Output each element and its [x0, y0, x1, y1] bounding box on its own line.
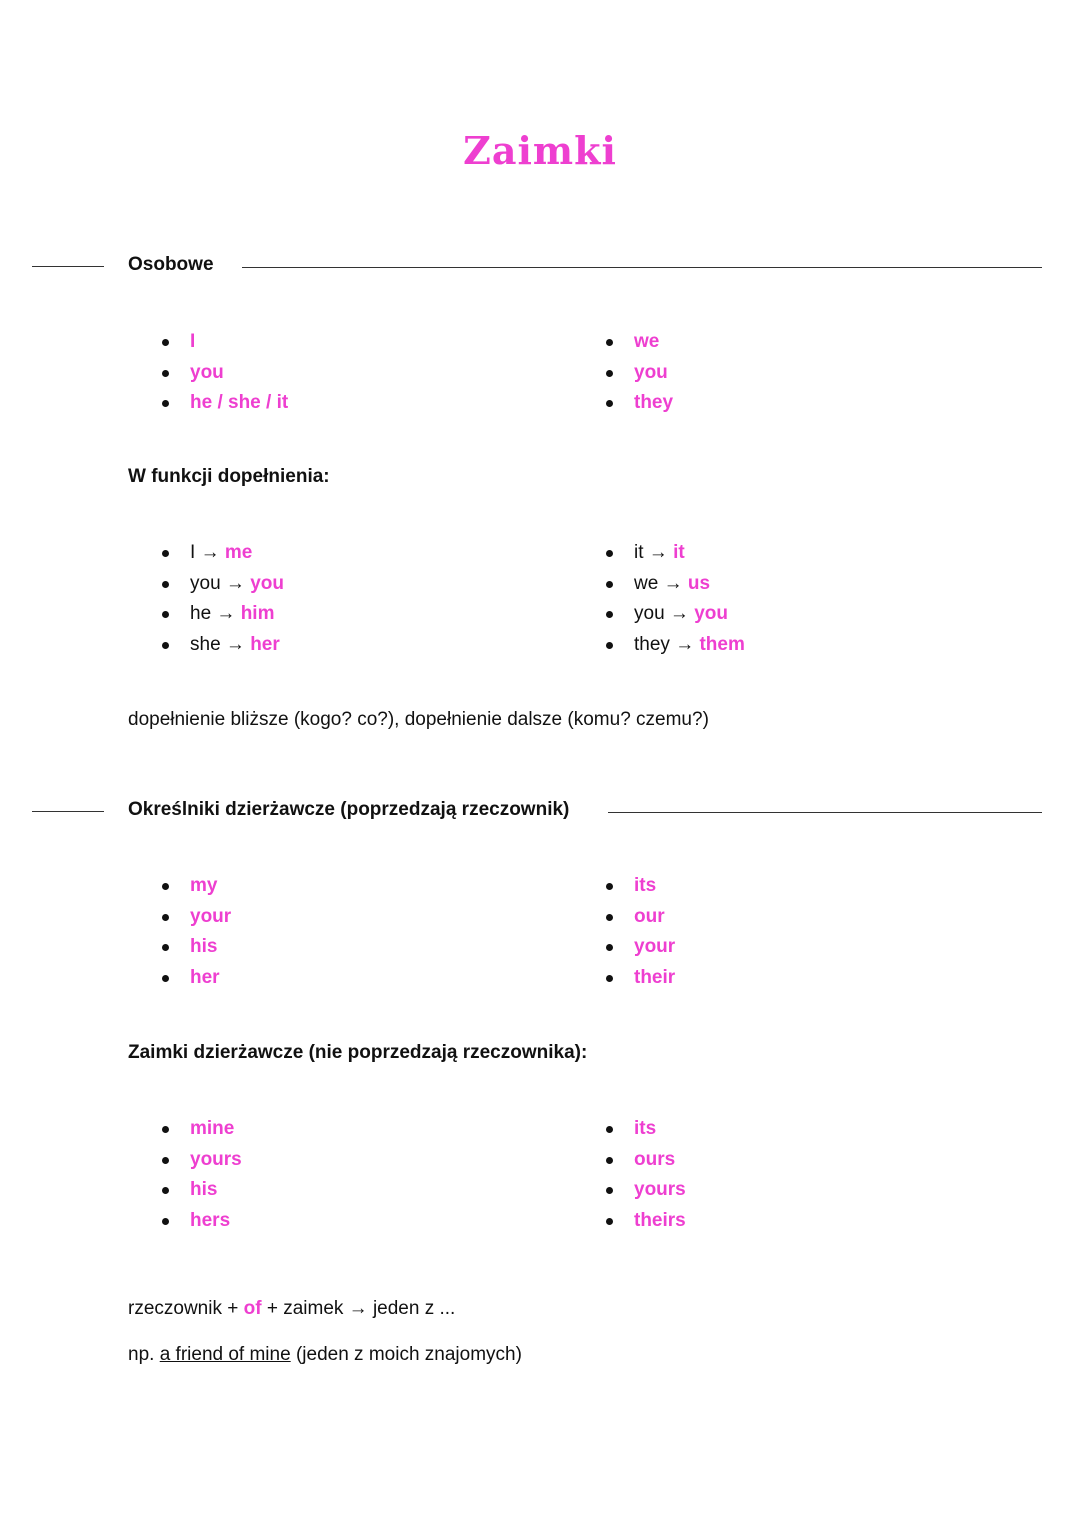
list-item: they → them: [604, 630, 745, 661]
section-divider-right: [242, 267, 1042, 268]
list-item: theirs: [604, 1206, 686, 1237]
list-item: its: [604, 1114, 686, 1145]
list-item: you: [604, 358, 673, 389]
list-item: she → her: [160, 630, 284, 661]
list-item: their: [604, 963, 675, 994]
section-divider-right: [608, 812, 1042, 813]
list-item: yours: [604, 1175, 686, 1206]
possessive-determiners-left: [160, 871, 231, 993]
list-item: our: [604, 902, 675, 933]
list-item: you → you: [604, 599, 745, 630]
list-item: he / she / it: [160, 388, 288, 419]
page-title: Zaimki: [463, 128, 617, 173]
list-item: mine: [160, 1114, 242, 1145]
list-item: ours: [604, 1145, 686, 1176]
list-item: your: [604, 932, 675, 963]
list-item: my: [160, 871, 231, 902]
possessive-pronouns-left: [160, 1114, 242, 1236]
section-heading-dopelnienie: W funkcji dopełnienia:: [128, 466, 330, 487]
object-note: dopełnienie bliższe (kogo? co?), dopełnienie dalsze (komu? czemu?): [128, 709, 709, 730]
list-item: his: [160, 932, 231, 963]
list-item: its: [604, 871, 675, 902]
list-item: you: [160, 358, 288, 389]
list-item: he → him: [160, 599, 284, 630]
list-item: hers: [160, 1206, 242, 1237]
section-heading-zaimki-dzierzawcze: Zaimki dzierżawcze (nie poprzedzają rzeczownika):: [128, 1042, 588, 1063]
list-item: you → you: [160, 569, 284, 600]
object-pronouns-right: [604, 538, 745, 660]
personal-pronouns-singular: [160, 327, 288, 419]
list-item: her: [160, 963, 231, 994]
formula-line: rzeczownik + of + zaimek → jeden z ...: [128, 1298, 456, 1319]
possessive-pronouns-right: [604, 1114, 686, 1236]
section-heading-osobowe: Osobowe: [128, 254, 214, 275]
example-line: np. a friend of mine (jeden z moich znajomych): [128, 1344, 522, 1365]
section-heading-okreslniki: Określniki dzierżawcze (poprzedzają rzeczownik): [128, 799, 570, 820]
list-item: I: [160, 327, 288, 358]
section-divider-left: [32, 811, 104, 812]
list-item: it → it: [604, 538, 745, 569]
list-item: I → me: [160, 538, 284, 569]
example-phrase: a friend of mine: [159, 1344, 291, 1365]
section-divider-left: [32, 266, 104, 267]
list-item: we → us: [604, 569, 745, 600]
personal-pronouns-plural: [604, 327, 673, 419]
list-item: his: [160, 1175, 242, 1206]
object-pronouns-left: [160, 538, 284, 660]
list-item: they: [604, 388, 673, 419]
possessive-determiners-right: [604, 871, 675, 993]
list-item: your: [160, 902, 231, 933]
list-item: yours: [160, 1145, 242, 1176]
list-item: we: [604, 327, 673, 358]
